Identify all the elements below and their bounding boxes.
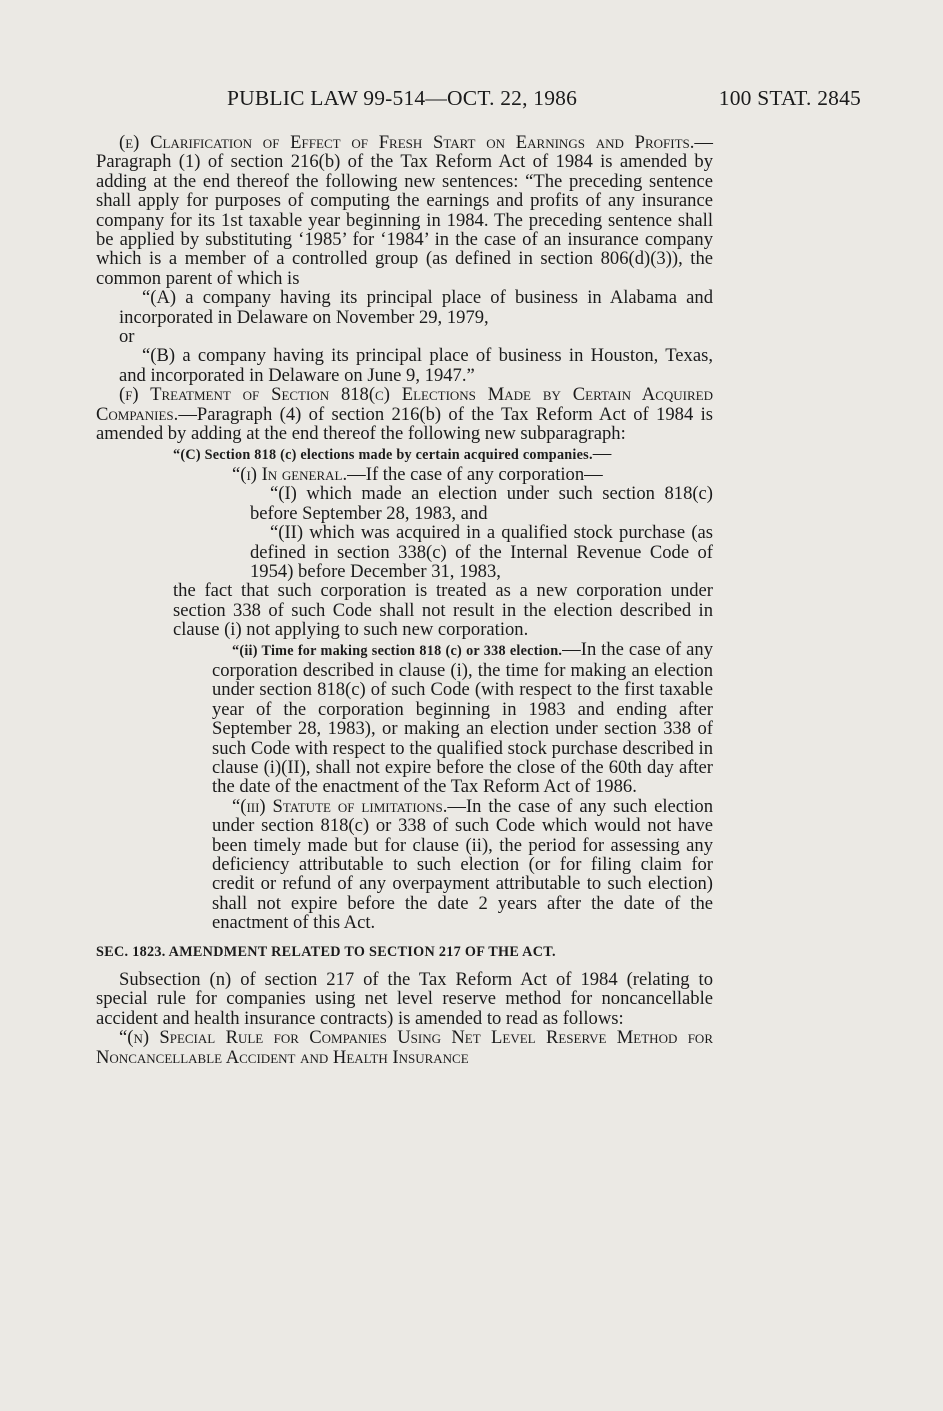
clause-ii <box>96 640 713 797</box>
clause-i <box>96 465 713 484</box>
clause-i-text: —If the case of any corporation— <box>347 463 603 485</box>
clause-iii <box>96 797 713 933</box>
subparagraph-A: “(A) a company having its principal place of business in Alabama and incorporated in Delaware on November 29, 1979, <box>119 287 713 328</box>
paragraph-e <box>96 133 713 288</box>
subclause-II: “(II) which was acquired in a qualified stock purchase (as defined in section 338(c) of the Internal Revenue Code of 1954) before December 31, 1983, <box>250 522 713 582</box>
paragraph-f-heading: (f) Treatment of Section 818(c) Elections Made by Certain Acquired Companies. <box>96 384 713 425</box>
subparagraph-C-heading: “(C) Section 818 (c) elections made by certain acquired companies. <box>173 446 593 463</box>
subsection-n-heading: “(n) Special Rule for Companies Using Net Level Reserve Method for Noncancellable Accident and Health Insurance <box>96 1027 713 1068</box>
subparagraph-C <box>96 444 713 465</box>
clause-iii-heading: “(iii) Statute of limitations. <box>232 795 448 817</box>
paragraph-e-text: —Paragraph (1) of section 216(b) of the Tax Reform Act of 1984 is amended by adding at the end thereof the following new sentences: “The preceding sentence shall apply for purposes of computing the earnings and profits of any insurance company for its 1st taxable year beginning in 1984. The preceding sentence shall be applied by substituting ‘1985’ for ‘1984’ in the case of an insurance company which is a member of a controlled group (as defined in section 806(d)(3)), the common parent of which is <box>96 132 713 289</box>
paragraph-f-text: —Paragraph (4) of section 216(b) of the Tax Reform Act of 1984 is amended by adding at the end thereof the following new subparagraph: <box>96 403 713 445</box>
subclause-I: “(I) which made an election under such section 818(c) before September 28, 1983, and <box>250 483 713 524</box>
clause-i-continuation: the fact that such corporation is treated as a new corporation under section 338 of such Code shall not result in the election described in clause (i) not applying to such new corporation. <box>173 580 713 641</box>
clause-ii-text: —In the case of any corporation described in clause (i), the time for making an election under section 818(c) of such Code (with respect to the first taxable year of the corporation beginning in 1983 and ending after September 28, 1983), or making an election under section 338 of such Code with respect to the qualified stock purchase described in clause (i)(II), shall not expire before the close of the 60th day after the date of the enactment of the Tax Reform Act of 1986. <box>212 638 713 798</box>
page-header <box>227 86 861 112</box>
clause-iii-text: —In the case of any such election under section 818(c) or 338 of such Code which would not have been timely made but for clause (ii), the period for assessing any deficiency attributable to such election (or for filing claim for credit or refund of any overpayment attributable to such election) shall not expire before the date 2 years after the date of the enactment of this Act. <box>212 795 713 934</box>
section-heading: SEC. 1823. AMENDMENT RELATED TO SECTION 217 OF THE ACT. <box>96 943 556 960</box>
section-text: Subsection (n) of section 217 of the Tax Reform Act of 1984 (relating to special rule for companies using net level reserve method for noncancellable accident and health insurance contracts) is amended to read as follows: <box>96 969 713 1029</box>
running-head: PUBLIC LAW 99-514—OCT. 22, 1986 <box>227 86 578 110</box>
clause-ii-heading: “(ii) Time for making section 818 (c) or 338 election. <box>232 642 563 659</box>
clause-i-heading: “(i) In general. <box>232 463 348 485</box>
stat-page-number: 100 STAT. 2845 <box>718 86 861 110</box>
paragraph-e-heading: (e) Clarification of Effect of Fresh Start on Earnings and Profits. <box>119 132 695 153</box>
subparagraph-B: “(B) a company having its principal place of business in Houston, Texas, and incorporated in Delaware on June 9, 1947.” <box>119 345 713 386</box>
subparagraph-C-text: — <box>592 442 612 464</box>
paragraph-f <box>96 385 713 443</box>
document-body <box>96 133 713 1067</box>
connector-or: or <box>119 326 135 348</box>
